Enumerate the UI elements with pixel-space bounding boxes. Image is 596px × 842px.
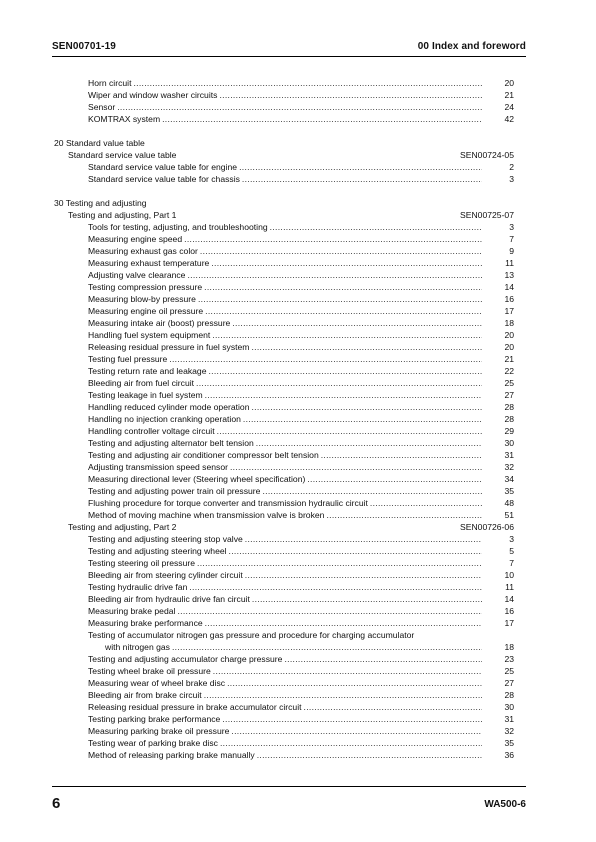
toc-section <box>52 149 526 161</box>
toc-item-page: 51 <box>504 510 514 520</box>
toc-item <box>52 641 526 653</box>
toc-spacer <box>52 185 526 197</box>
toc-item-page: 5 <box>509 546 514 556</box>
dot-leader <box>133 77 482 89</box>
footer-rule <box>52 786 526 787</box>
toc-item <box>52 233 526 245</box>
toc-item-title: Testing leakage in fuel system <box>88 390 203 400</box>
toc-item <box>52 317 526 329</box>
toc-item <box>52 389 526 401</box>
toc-item-page: 34 <box>504 474 514 484</box>
toc-section-code: SEN00724-05 <box>460 150 514 160</box>
dot-leader <box>172 641 482 653</box>
toc-item <box>52 653 526 665</box>
dot-leader <box>177 605 482 617</box>
dot-leader <box>204 689 482 701</box>
toc-section-code: SEN00726-06 <box>460 522 514 532</box>
toc-item-page: 42 <box>504 114 514 124</box>
dot-leader <box>205 389 482 401</box>
toc-item-title: Bleeding air from steering cylinder circuit <box>88 570 243 580</box>
toc-item <box>52 461 526 473</box>
toc-item-page: 31 <box>504 450 514 460</box>
toc-item-title: Sensor <box>88 102 116 112</box>
toc-item-page: 13 <box>504 270 514 280</box>
toc-item-title: Tools for testing, adjusting, and troubleshooting <box>88 222 268 232</box>
toc-item-page: 20 <box>504 330 514 340</box>
dot-leader <box>205 617 482 629</box>
dot-leader <box>284 653 482 665</box>
toc-item-page: 2 <box>509 162 514 172</box>
toc-item-title: Testing hydraulic drive fan <box>88 582 188 592</box>
toc-item-title: Wiper and window washer circuits <box>88 90 218 100</box>
dot-leader <box>211 257 482 269</box>
toc-item-page: 35 <box>504 486 514 496</box>
toc-item-page: 20 <box>504 78 514 88</box>
toc-item <box>52 581 526 593</box>
toc-item <box>52 365 526 377</box>
toc-item-page: 28 <box>504 402 514 412</box>
dot-leader <box>229 545 482 557</box>
toc-item-title: Method of releasing parking brake manually <box>88 750 255 760</box>
toc-item-title: Testing fuel pressure <box>88 354 168 364</box>
toc-item-page: 31 <box>504 714 514 724</box>
dot-leader <box>245 533 482 545</box>
toc-item-page: 35 <box>504 738 514 748</box>
dot-leader <box>231 725 482 737</box>
toc-item <box>52 173 526 185</box>
toc-item-page: 25 <box>504 666 514 676</box>
toc-item-title: Measuring parking brake oil pressure <box>88 726 230 736</box>
toc-item-title: Handling controller voltage circuit <box>88 426 215 436</box>
toc-item <box>52 617 526 629</box>
toc-item <box>52 269 526 281</box>
dot-leader <box>252 593 482 605</box>
dot-leader <box>256 437 482 449</box>
toc-item <box>52 449 526 461</box>
dot-leader <box>187 269 482 281</box>
toc-item-page: 22 <box>504 366 514 376</box>
page-number: 6 <box>52 795 61 812</box>
toc-item <box>52 605 526 617</box>
dot-leader <box>242 173 482 185</box>
model-name: WA500-6 <box>484 799 526 810</box>
toc-item-title: Adjusting transmission speed sensor <box>88 462 228 472</box>
toc-item <box>52 713 526 725</box>
toc-item <box>52 557 526 569</box>
toc-item-title: Measuring wear of wheel brake disc <box>88 678 226 688</box>
dot-leader <box>321 449 482 461</box>
toc-item <box>52 689 526 701</box>
dot-leader <box>197 557 482 569</box>
toc-item <box>52 329 526 341</box>
toc-item-title: Measuring intake air (boost) pressure <box>88 318 231 328</box>
toc-item <box>52 437 526 449</box>
toc-item-title: Measuring brake pedal <box>88 606 176 616</box>
toc-item-page: 7 <box>509 234 514 244</box>
toc-chapter-title: 20 Standard value table <box>54 138 145 148</box>
toc-item-page: 32 <box>504 462 514 472</box>
toc-spacer <box>52 125 526 137</box>
toc-item <box>52 665 526 677</box>
toc-item <box>52 221 526 233</box>
toc-item <box>52 377 526 389</box>
dot-leader <box>189 581 482 593</box>
dot-leader <box>204 281 482 293</box>
dot-leader <box>219 89 482 101</box>
toc-section-title: Testing and adjusting, Part 2 <box>68 522 177 532</box>
dot-leader <box>198 293 482 305</box>
toc-item <box>52 485 526 497</box>
toc-item-page: 17 <box>504 618 514 628</box>
toc-item <box>52 497 526 509</box>
toc-item-title: Bleeding air from fuel circuit <box>88 378 195 388</box>
toc-item-title: Releasing residual pressure in fuel system <box>88 342 250 352</box>
toc-item-title: Testing and adjusting steering stop valve <box>88 534 243 544</box>
document-code: SEN00701-19 <box>52 41 116 52</box>
dot-leader <box>326 509 482 521</box>
dot-leader <box>239 161 482 173</box>
toc-item-page: 11 <box>505 258 514 268</box>
toc-item-title: Measuring directional lever (Steering wheel specification) <box>88 474 306 484</box>
toc-item-page: 3 <box>509 534 514 544</box>
dot-leader <box>169 353 482 365</box>
toc-item-title: Horn circuit <box>88 78 132 88</box>
dot-leader <box>262 485 482 497</box>
toc-item <box>52 413 526 425</box>
toc-item <box>52 629 526 641</box>
toc-item <box>52 281 526 293</box>
toc-item-page: 23 <box>504 654 514 664</box>
toc-item-page: 28 <box>504 690 514 700</box>
toc-item-title: Testing return rate and leakage <box>88 366 207 376</box>
dot-leader <box>270 221 482 233</box>
toc-chapter <box>52 137 526 149</box>
toc-item <box>52 737 526 749</box>
toc-item-page: 32 <box>504 726 514 736</box>
toc-item-page: 3 <box>509 222 514 232</box>
toc-item-title: Testing parking brake performance <box>88 714 221 724</box>
toc-item-title: Testing and adjusting alternator belt tension <box>88 438 254 448</box>
toc-item <box>52 425 526 437</box>
toc-item-page: 27 <box>504 678 514 688</box>
dot-leader <box>307 473 482 485</box>
toc-item-title: Testing and adjusting air conditioner compressor belt tension <box>88 450 319 460</box>
table-of-contents <box>52 77 526 761</box>
dot-leader <box>232 317 482 329</box>
toc-item <box>52 677 526 689</box>
toc-section <box>52 209 526 221</box>
toc-item-page: 10 <box>504 570 514 580</box>
toc-item <box>52 89 526 101</box>
dot-leader <box>196 377 482 389</box>
toc-item <box>52 161 526 173</box>
toc-item <box>52 353 526 365</box>
dot-leader <box>251 401 482 413</box>
toc-item-page: 16 <box>504 606 514 616</box>
toc-item-page: 29 <box>504 426 514 436</box>
toc-item-title: Adjusting valve clearance <box>88 270 186 280</box>
toc-item-title: Standard service value table for chassis <box>88 174 240 184</box>
toc-item <box>52 725 526 737</box>
toc-item-title: Measuring engine speed <box>88 234 183 244</box>
toc-item-title: Flushing procedure for torque converter and transmission hydraulic circuit <box>88 498 368 508</box>
dot-leader <box>304 701 482 713</box>
toc-item <box>52 545 526 557</box>
toc-item-page: 27 <box>504 390 514 400</box>
toc-item <box>52 749 526 761</box>
toc-item-page: 14 <box>504 282 514 292</box>
toc-item-title: Releasing residual pressure in brake accumulator circuit <box>88 702 302 712</box>
toc-item <box>52 293 526 305</box>
toc-section-title: Standard service value table <box>68 150 177 160</box>
toc-item <box>52 509 526 521</box>
dot-leader <box>200 245 482 257</box>
toc-item-title: Measuring brake performance <box>88 618 203 628</box>
toc-item <box>52 569 526 581</box>
toc-item-title: Testing of accumulator nitrogen gas pressure and procedure for charging accumulator <box>88 630 415 640</box>
toc-section <box>52 521 526 533</box>
toc-item-page: 24 <box>504 102 514 112</box>
toc-item-page: 25 <box>504 378 514 388</box>
dot-leader <box>162 113 482 125</box>
toc-item-page: 21 <box>504 90 514 100</box>
dot-leader <box>205 305 482 317</box>
toc-item-title: Handling no injection cranking operation <box>88 414 241 424</box>
toc-item-page: 11 <box>505 582 514 592</box>
toc-item <box>52 257 526 269</box>
toc-item-page: 16 <box>504 294 514 304</box>
toc-item-page: 7 <box>509 558 514 568</box>
toc-item-title: Measuring exhaust temperature <box>88 258 210 268</box>
toc-item <box>52 473 526 485</box>
dot-leader <box>212 329 482 341</box>
toc-item-title: with nitrogen gas <box>105 642 170 652</box>
toc-item <box>52 101 526 113</box>
toc-item-page: 30 <box>504 438 514 448</box>
toc-item-page: 36 <box>504 750 514 760</box>
toc-item-page: 28 <box>504 414 514 424</box>
dot-leader <box>251 341 482 353</box>
toc-item-page: 14 <box>504 594 514 604</box>
dot-leader <box>370 497 482 509</box>
dot-leader <box>243 413 482 425</box>
dot-leader <box>208 365 482 377</box>
toc-item-title: Handling reduced cylinder mode operation <box>88 402 250 412</box>
toc-item-title: Testing compression pressure <box>88 282 203 292</box>
toc-item-title: KOMTRAX system <box>88 114 161 124</box>
dot-leader <box>227 677 482 689</box>
dot-leader <box>220 737 482 749</box>
toc-item-title: Testing wheel brake oil pressure <box>88 666 211 676</box>
toc-chapter <box>52 197 526 209</box>
toc-item-title: Handling fuel system equipment <box>88 330 211 340</box>
toc-item <box>52 341 526 353</box>
toc-item-title: Method of moving machine when transmission valve is broken <box>88 510 325 520</box>
dot-leader <box>257 749 482 761</box>
toc-item <box>52 401 526 413</box>
toc-item-page: 9 <box>509 246 514 256</box>
toc-item-title: Measuring exhaust gas color <box>88 246 198 256</box>
toc-item <box>52 701 526 713</box>
toc-item-title: Measuring blow-by pressure <box>88 294 196 304</box>
dot-leader <box>217 425 482 437</box>
dot-leader <box>117 101 482 113</box>
toc-item <box>52 593 526 605</box>
toc-item-title: Testing wear of parking brake disc <box>88 738 218 748</box>
toc-item-title: Testing and adjusting accumulator charge pressure <box>88 654 283 664</box>
toc-item-page: 48 <box>504 498 514 508</box>
toc-item-title: Testing and adjusting power train oil pressure <box>88 486 261 496</box>
toc-item-title: Bleeding air from hydraulic drive fan circuit <box>88 594 250 604</box>
dot-leader <box>213 665 482 677</box>
toc-item-page: 20 <box>504 342 514 352</box>
dot-leader <box>222 713 482 725</box>
toc-section-title: Testing and adjusting, Part 1 <box>68 210 177 220</box>
toc-chapter-title: 30 Testing and adjusting <box>54 198 147 208</box>
toc-item-title: Standard service value table for engine <box>88 162 238 172</box>
header-rule <box>52 56 526 57</box>
dot-leader <box>184 233 482 245</box>
toc-item-title: Testing steering oil pressure <box>88 558 195 568</box>
toc-item-page: 18 <box>504 642 514 652</box>
toc-item-page: 3 <box>509 174 514 184</box>
toc-item <box>52 305 526 317</box>
toc-item <box>52 77 526 89</box>
toc-item-page: 30 <box>504 702 514 712</box>
toc-item-page: 17 <box>504 306 514 316</box>
toc-item-title: Testing and adjusting steering wheel <box>88 546 227 556</box>
toc-item-page: 18 <box>504 318 514 328</box>
toc-item <box>52 245 526 257</box>
toc-item-page: 21 <box>504 354 514 364</box>
dot-leader <box>245 569 482 581</box>
toc-item-title: Bleeding air from brake circuit <box>88 690 202 700</box>
section-title: 00 Index and foreword <box>417 41 526 52</box>
toc-item <box>52 533 526 545</box>
toc-item <box>52 113 526 125</box>
dot-leader <box>230 461 482 473</box>
toc-section-code: SEN00725-07 <box>460 210 514 220</box>
toc-item-title: Measuring engine oil pressure <box>88 306 204 316</box>
